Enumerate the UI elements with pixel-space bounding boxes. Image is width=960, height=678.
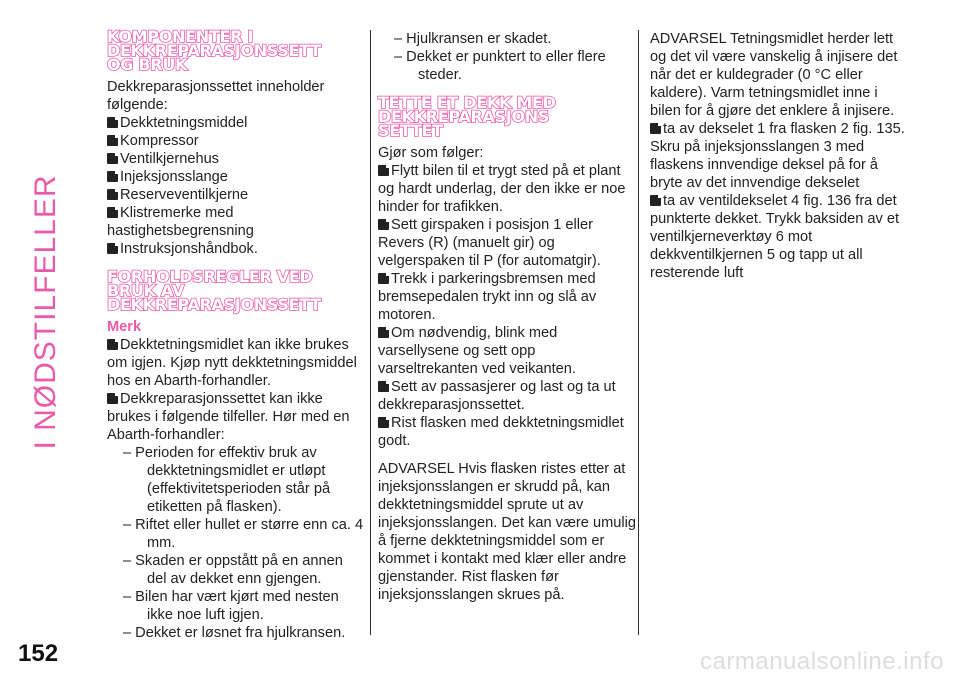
heading-components [107,27,365,74]
column-divider-1 [370,30,371,635]
bullet-icon [650,123,661,134]
component-item [107,168,365,186]
column-2 [378,30,636,604]
component-item-text: Kompressor [120,133,199,149]
bullet-icon [107,207,118,218]
step-item [378,216,636,270]
bullet-icon [107,189,118,200]
case-item: – Riftet eller hullet er større enn ca. 4 mm. [107,516,365,552]
step-item-text: Rist flasken med dekktetningsmidlet godt. [378,415,624,449]
step-item [378,162,636,216]
component-item [107,186,365,204]
step-item [378,414,636,450]
bullet-icon [378,165,389,176]
bullet-icon [107,135,118,146]
step-item-text: Sett girspaken i posisjon 1 eller Revers (R) (manuelt gir) og velgerspaken til P (for automatgir). [378,217,601,269]
bullet-icon [378,219,389,230]
note-item [107,390,365,444]
component-item [107,132,365,150]
component-item [107,204,365,240]
component-item [107,240,365,258]
section-side-title [28,22,64,602]
heading-line: DEKKREPARASJONSSETT [107,41,321,60]
case-item: – Dekket er løsnet fra hjulkransen. [107,624,365,642]
column-3 [650,30,908,282]
components-intro: Dekkreparasjonssettet inneholder følgende: [107,79,325,113]
heading-line: DEKKREPARASJONSSETT [107,295,321,314]
heading-line: TETTE ET DEKK MED [378,93,556,112]
bullet-icon [107,243,118,254]
warning-shake: ADVARSEL Hvis flasken ristes etter at injeksjonsslangen er skrudd på, kan dekktetningsmiddel sprute ut av injeksjonsslangen. Det kan være umulig å fjerne dekktetningsmiddel som er kommet i kontakt med klær eller andre gjenstander. Rist flasken før injeksjonsslangen skrues på. [378,461,636,603]
step-item [650,192,908,282]
bullet-icon [378,273,389,284]
step-item [650,120,908,192]
page-number: 152 [18,640,59,667]
component-item-text: Reserveventilkjerne [120,187,249,203]
column-divider-2 [638,30,639,635]
bullet-icon [107,171,118,182]
heading-line: DEKKREPARASJONS [378,107,550,126]
bullet-icon [378,327,389,338]
bullet-icon [378,417,389,428]
component-item [107,114,365,132]
heading-line: OG BRUK [107,55,188,74]
bullet-icon [650,195,661,206]
section-side-title-text: I NØDSTILFELLER [29,174,62,450]
heading-precautions [107,267,365,314]
bullet-icon [378,381,389,392]
bullet-icon [107,393,118,404]
step-item-text: Sett av passasjerer og last og ta ut dekkreparasjonssettet. [378,379,616,413]
step-item-text: ta av ventildekselet 4 fig. 136 fra det punkterte dekket. Trykk baksiden av et ventilkjerneverktøy 6 mot dekkventilkjernen 5 og tapp ut all resterende luft [650,193,900,281]
case-item: – Perioden for effektiv bruk av dekktetningsmidlet er utløpt (effektivitetsperioden står på etiketten på flasken). [107,444,365,516]
component-item [107,150,365,168]
step-item-text: Om nødvendig, blink med varsellysene og sett opp varseltrekanten ved veikanten. [378,325,576,377]
step-item [378,324,636,378]
step-item-text: ta av dekselet 1 fra flasken 2 fig. 135. Skru på injeksjonsslangen 3 med flaskens innvendige deksel på for å bryte av det innvendige dekselet [650,121,905,191]
warning-cold: ADVARSEL Tetningsmidlet herder lett og det vil være vanskelig å injisere det når det er kuldegrader (0 °C eller kaldere). Varm tetningsmidlet inne i bilen for å gjøre det enklere å injisere. [650,31,898,119]
component-item-text: Instruksjonshåndbok. [120,241,258,257]
case-item: – Bilen har vært kjørt med nesten ikke noe luft igjen. [107,588,365,624]
note-item [107,336,365,390]
component-item-text: Dekktetningsmiddel [120,115,248,131]
bullet-icon [107,117,118,128]
component-item-text: Klistremerke med hastighetsbegrensning [107,205,254,239]
watermark: carmanualsonline.info [700,648,944,675]
heading-line: FORHOLDSREGLER VED [107,267,313,286]
component-item-text: Injeksjonsslange [120,169,228,185]
column-1 [107,27,365,642]
heading-line: SETTET [378,121,443,140]
bullet-icon [107,153,118,164]
note-item-text: Dekktetningsmidlet kan ikke brukes om igjen. Kjøp nytt dekktetningsmiddel hos en Abarth-forhandler. [107,337,357,389]
case-item: – Hjulkransen er skadet. [378,30,636,48]
note-label: Merk [107,319,142,335]
case-item: – Dekket er punktert to eller flere steder. [378,48,636,84]
step-item [378,378,636,414]
bullet-icon [107,339,118,350]
component-item-text: Ventilkjernehus [120,151,219,167]
heading-line: BRUK AV [107,281,185,300]
step-item-text: Trekk i parkeringsbremsen med bremsepedalen trykt inn og slå av motoren. [378,271,597,323]
step-item [378,270,636,324]
heading-seal-tire [378,93,636,140]
note-item-text: Dekkreparasjonssettet kan ikke brukes i følgende tilfeller. Hør med en Abarth-forhandler: [107,391,350,443]
steps-intro: Gjør som følger: [378,145,484,161]
heading-line: KOMPONENTER I [107,27,254,46]
step-item-text: Flytt bilen til et trygt sted på et plant og hardt underlag, der den ikke er noe hinder for trafikken. [378,163,626,215]
case-item: – Skaden er oppstått på en annen del av dekket enn gjengen. [107,552,365,588]
